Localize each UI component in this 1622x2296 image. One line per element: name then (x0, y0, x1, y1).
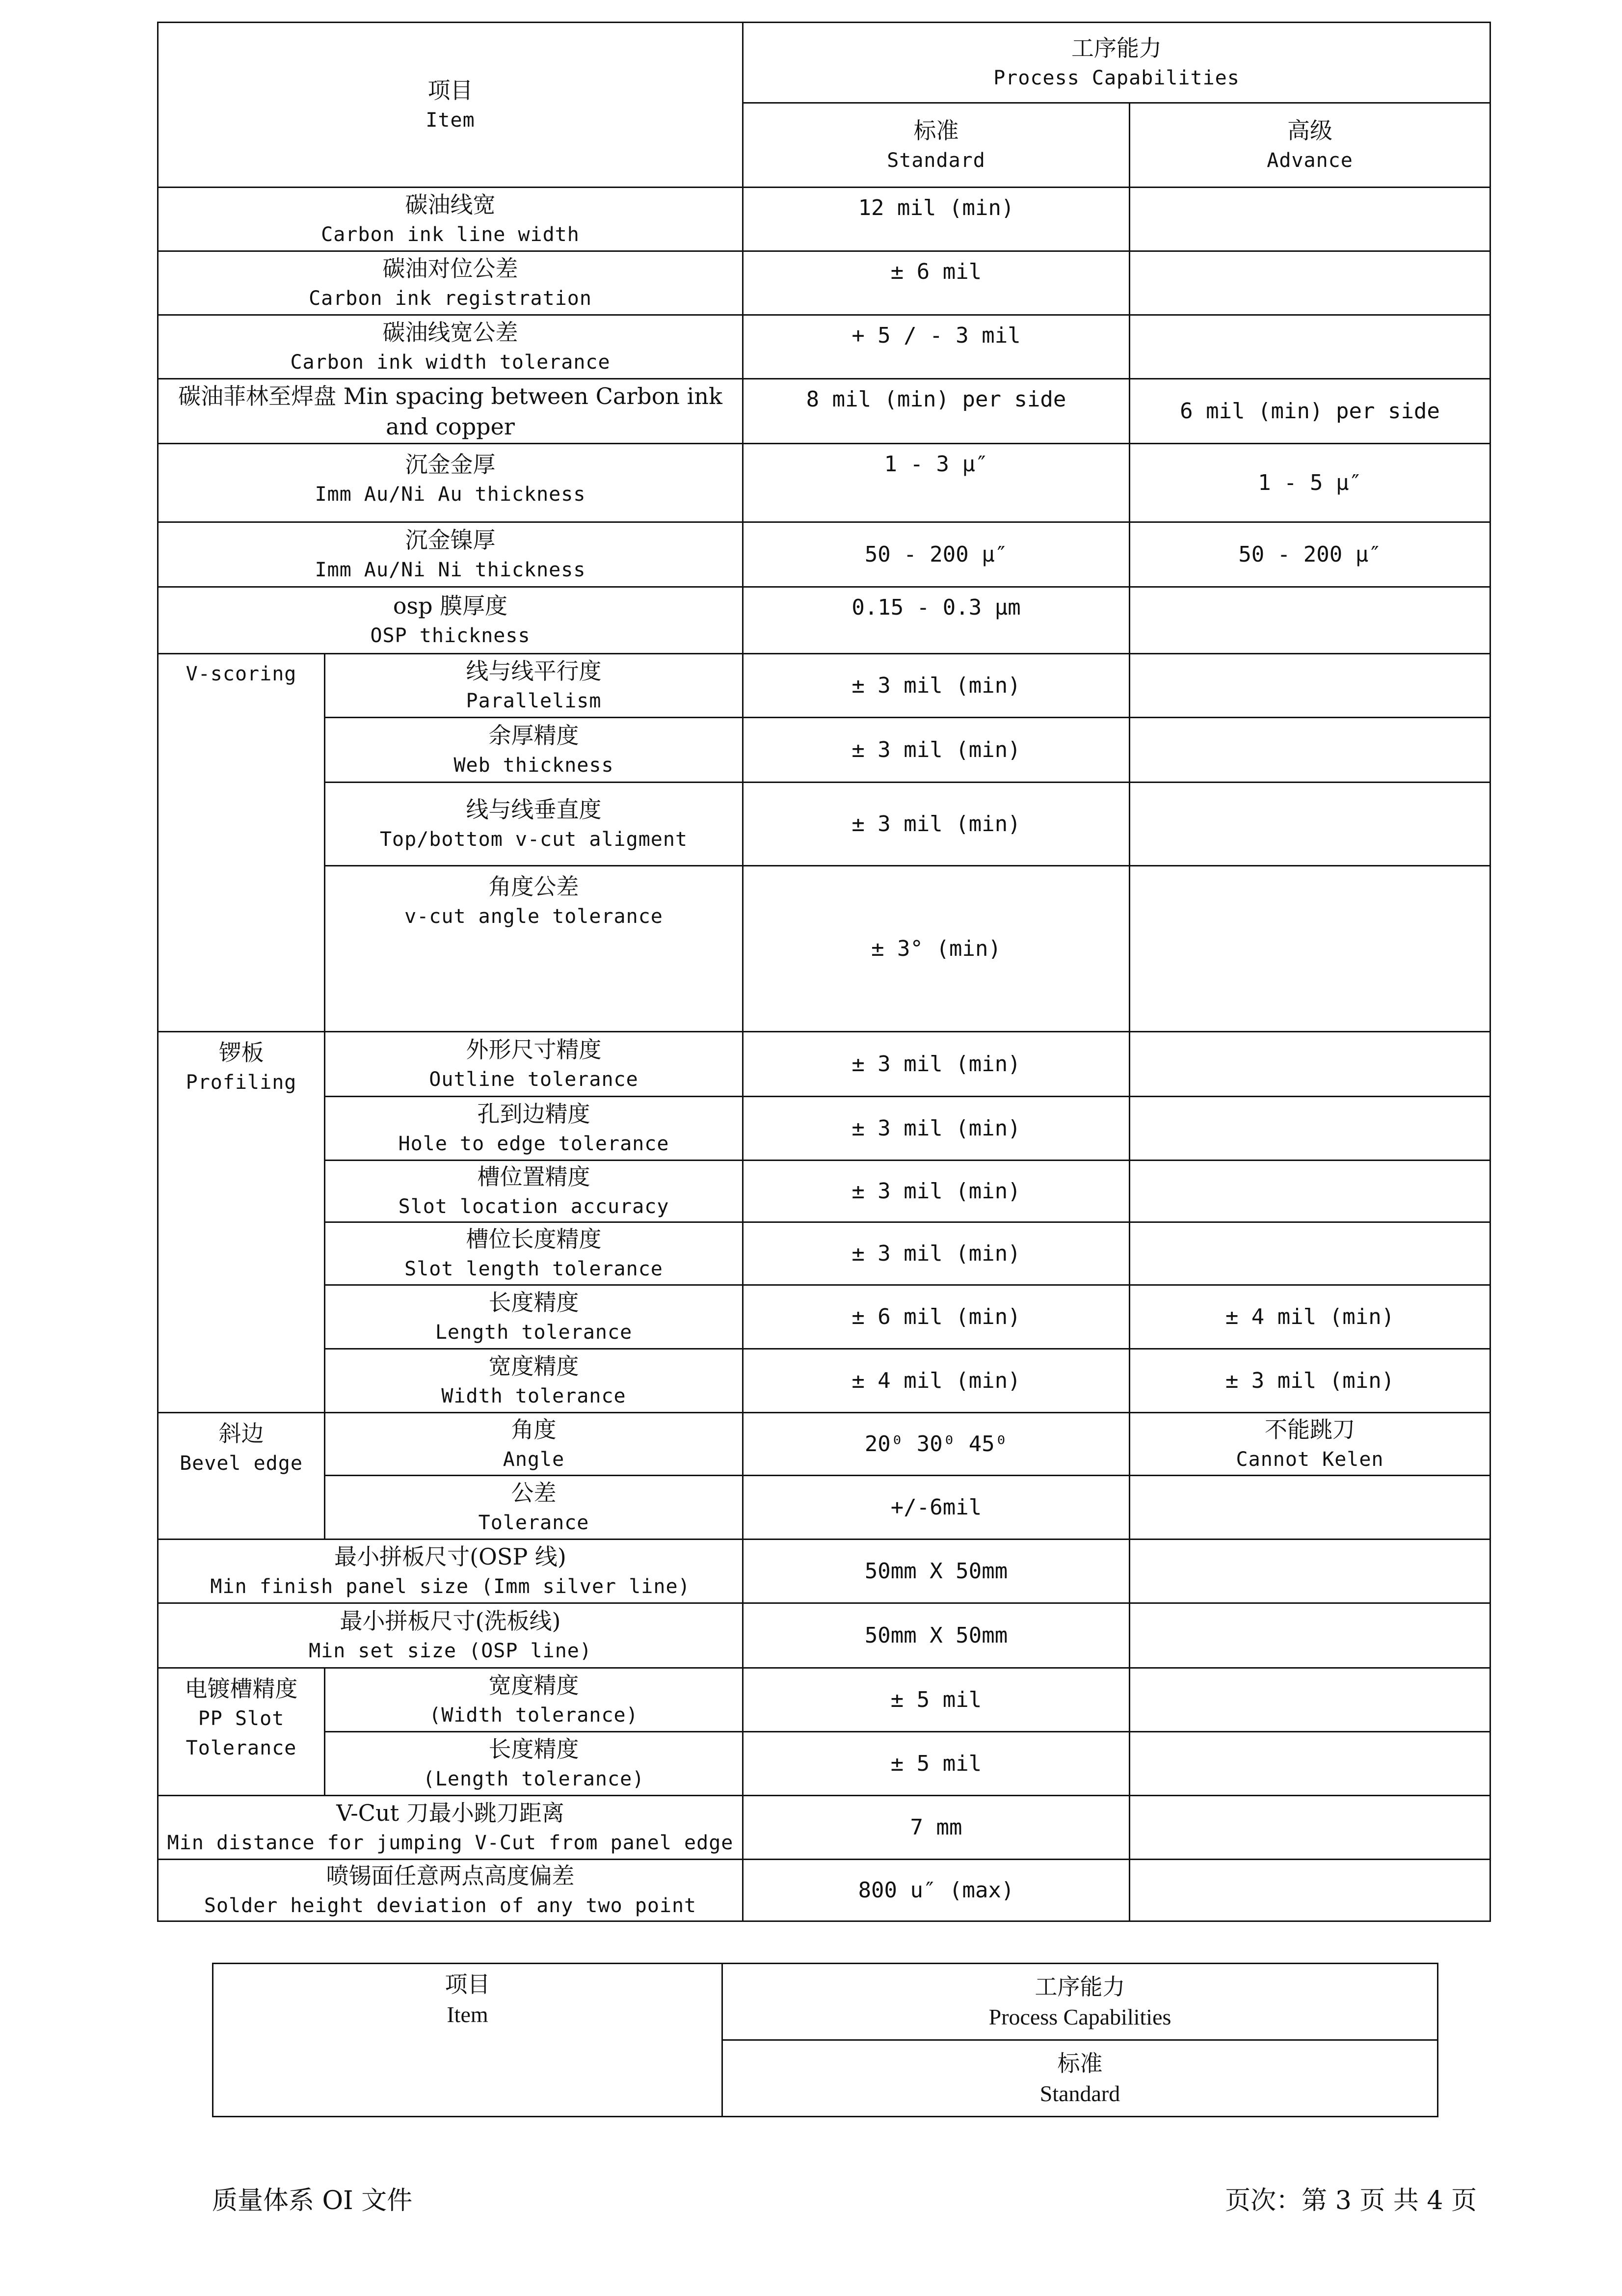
item-zh: V-Cut 刀最小跳刀距离 (336, 1799, 564, 1826)
group-label: V-scoring (186, 663, 297, 685)
advance-value (1130, 1540, 1490, 1603)
sub-item (325, 783, 743, 866)
group-label-en: Profiling (186, 1071, 297, 1094)
item-en: Hole to edge tolerance (398, 1132, 669, 1155)
row-item (158, 1540, 743, 1603)
advance-zh: 不能跳刀 (1265, 1416, 1356, 1443)
sub-item (325, 1032, 743, 1097)
advance-value (1130, 587, 1490, 654)
item-en: Slot location accuracy (398, 1195, 669, 1218)
row-item (158, 1860, 743, 1921)
item-zh: 线与线垂直度 (466, 796, 602, 823)
footer-document-type: 质量体系 OI 文件 (212, 2186, 413, 2215)
standard-value: 12 mil (min) (743, 188, 1130, 251)
item-en: (Width tolerance) (429, 1703, 638, 1727)
sub-item (325, 718, 743, 783)
sub-item (325, 1222, 743, 1285)
row-item (158, 315, 743, 379)
item-en: Carbon ink line width (321, 223, 580, 246)
advance-value: 50 - 200 μ″ (1130, 522, 1490, 587)
standard-value: ± 5 mil (743, 1732, 1130, 1796)
row-item (158, 251, 743, 315)
advance-value (1130, 315, 1490, 379)
standard-value: ± 3 mil (min) (743, 718, 1130, 783)
table-row (158, 1603, 1490, 1668)
item-en: Carbon ink registration (309, 287, 592, 310)
sub-item (325, 1285, 743, 1349)
standard-value: ± 3 mil (min) (743, 654, 1130, 718)
header-standard-en: Standard (887, 149, 985, 172)
standard-value: ± 4 mil (min) (743, 1349, 1130, 1413)
footer-page-number: 页次：第 3 页 共 4 页 (1225, 2186, 1477, 2215)
standard-value: ± 3 mil (min) (743, 1032, 1130, 1097)
group-label-zh: 斜边 (218, 1420, 264, 1447)
sub-item (325, 1097, 743, 1161)
cap-en: Process Capabilities (988, 2004, 1171, 2029)
item-en: Imm Au/Ni Ni thickness (315, 558, 586, 581)
item-en: Solder height deviation of any two point (204, 1894, 697, 1917)
sub-item (325, 1413, 743, 1476)
item-zh: 余厚精度 (488, 722, 579, 749)
sub-item (325, 866, 743, 1032)
advance-value (1130, 1732, 1490, 1796)
advance-value: ± 3 mil (min) (1130, 1349, 1490, 1413)
advance-value (1130, 251, 1490, 315)
item-en: Top/bottom v-cut aligment (379, 828, 688, 851)
table-row (158, 587, 1490, 654)
standard-value: 800 u″ (max) (743, 1860, 1130, 1921)
standard-value: ± 5 mil (743, 1668, 1130, 1732)
advance-value (1130, 1032, 1490, 1097)
header-standard (743, 103, 1130, 188)
standard-value: ± 3 mil (min) (743, 783, 1130, 866)
item-en: Min finish panel size (Imm silver line) (210, 1575, 691, 1598)
table-row (158, 444, 1490, 522)
advance-value (1130, 1161, 1490, 1222)
item-zh: 最小拼板尺寸(洗板线) (340, 1607, 561, 1634)
table-row (158, 251, 1490, 315)
header-capabilities-zh: 工序能力 (1071, 34, 1162, 61)
standard-value: ± 3 mil (min) (743, 1161, 1130, 1222)
table-row (158, 1032, 1490, 1097)
group-label-zh: 电镀槽精度 (185, 1675, 298, 1702)
item-en: Outline tolerance (429, 1068, 638, 1091)
item-en: Width tolerance (441, 1384, 626, 1407)
item-zh: 项目 (445, 1971, 490, 1998)
process-capability-table (157, 22, 1491, 1922)
table-row (158, 718, 1490, 783)
standard-value: ± 3 mil (min) (743, 1097, 1130, 1161)
header-standard-zh: 标准 (913, 117, 959, 144)
sub-item (325, 1349, 743, 1413)
table-row (158, 1349, 1490, 1413)
cap-zh: 工序能力 (1035, 1973, 1125, 2000)
advance-value (1130, 783, 1490, 866)
item-zh: 碳油线宽公差 (382, 319, 518, 346)
sub-item (325, 1732, 743, 1796)
item-zh: 宽度精度 (488, 1352, 579, 1379)
row-item (158, 587, 743, 654)
table-row (158, 1540, 1490, 1603)
advance-value (1130, 1476, 1490, 1540)
advance-value (1130, 1222, 1490, 1285)
table-row (158, 1860, 1490, 1921)
item-en: Carbon ink width tolerance (290, 351, 611, 374)
item-text: 碳油菲林至焊盘 Min spacing between Carbon ink and copper (178, 382, 722, 440)
row-item (158, 1796, 743, 1860)
item-zh: 碳油对位公差 (382, 255, 518, 282)
standard-value: 50mm X 50mm (743, 1603, 1130, 1668)
group-label-pp-slot (158, 1668, 325, 1796)
standard-value: 0.15 - 0.3 μm (743, 587, 1130, 654)
table-row (158, 315, 1490, 379)
item-zh: osp 膜厚度 (393, 592, 508, 619)
item-zh: 角度 (511, 1416, 557, 1443)
group-label-bevel (158, 1413, 325, 1540)
advance-value (1130, 718, 1490, 783)
header-advance-zh: 高级 (1287, 117, 1333, 144)
row-item (158, 1603, 743, 1668)
item-zh: 宽度精度 (488, 1672, 579, 1699)
table-row (158, 1732, 1490, 1796)
advance-value (1130, 654, 1490, 718)
header-item-en: Item (425, 108, 475, 132)
header-capabilities-en: Process Capabilities (993, 66, 1240, 89)
row-item (158, 379, 743, 444)
advance-en: Cannot Kelen (1236, 1448, 1384, 1471)
item-zh: 沉金镍厚 (405, 526, 496, 553)
advance-value (1130, 188, 1490, 251)
advance-value (1130, 1668, 1490, 1732)
second-header-table (212, 1963, 1438, 2117)
group-label-en: Bevel edge (180, 1452, 303, 1475)
group-label-en: PP Slot (198, 1707, 285, 1730)
item-en: Min distance for jumping V-Cut from panel edge (167, 1831, 734, 1854)
second-header-item (213, 1964, 722, 2117)
item-zh: 长度精度 (488, 1289, 579, 1316)
item-en: Length tolerance (435, 1321, 633, 1344)
table-row (158, 783, 1490, 866)
second-header-capabilities (722, 1964, 1438, 2040)
row-item (158, 188, 743, 251)
item-zh: 孔到边精度 (477, 1100, 590, 1127)
sub-item (325, 1668, 743, 1732)
item-zh: 外形尺寸精度 (466, 1036, 602, 1063)
item-en: Web thickness (453, 754, 614, 777)
standard-value: 7 mm (743, 1796, 1130, 1860)
item-zh: 碳油线宽 (405, 191, 496, 218)
group-label-en: Tolerance (186, 1737, 297, 1759)
advance-value (1130, 1860, 1490, 1921)
standard-value: 50 - 200 μ″ (743, 522, 1130, 587)
header-item (158, 23, 743, 188)
item-zh: 长度精度 (488, 1735, 579, 1762)
row-item (158, 522, 743, 587)
std-en: Standard (1039, 2080, 1120, 2106)
standard-value: + 5 / - 3 mil (743, 315, 1130, 379)
header-capabilities (743, 23, 1490, 103)
advance-value (1130, 1603, 1490, 1668)
item-en: Parallelism (466, 689, 602, 712)
item-zh: 公差 (511, 1479, 557, 1506)
advance-value: 1 - 5 μ″ (1130, 444, 1490, 522)
group-label-zh: 锣板 (218, 1039, 264, 1066)
table-row (158, 1413, 1490, 1476)
header-item-zh: 项目 (427, 77, 473, 104)
row-item (158, 444, 743, 522)
table-row (158, 1285, 1490, 1349)
header-advance (1130, 103, 1490, 188)
table-row (158, 522, 1490, 587)
item-zh: 喷锡面任意两点高度偏差 (326, 1862, 575, 1889)
advance-value: 6 mil (min) per side (1130, 379, 1490, 444)
item-en: Angle (503, 1448, 565, 1471)
second-header-standard (722, 2040, 1438, 2117)
item-zh: 最小拼板尺寸(OSP 线) (334, 1543, 566, 1570)
standard-value: 20⁰ 30⁰ 45⁰ (743, 1413, 1130, 1476)
item-en: Min set size (OSP line) (309, 1639, 592, 1662)
item-zh: 槽位长度精度 (466, 1225, 602, 1252)
table-row (158, 1476, 1490, 1540)
advance-value (1130, 866, 1490, 1032)
standard-value: ± 6 mil (743, 251, 1130, 315)
item-zh: 槽位置精度 (477, 1163, 590, 1190)
table-row (158, 1161, 1490, 1222)
standard-value: +/-6mil (743, 1476, 1130, 1540)
item-en: Item (447, 2002, 488, 2027)
table-row (158, 1222, 1490, 1285)
sub-item (325, 1161, 743, 1222)
sub-item (325, 654, 743, 718)
item-en: (Length tolerance) (423, 1767, 645, 1790)
item-zh: 线与线平行度 (466, 657, 602, 684)
advance-value (1130, 1413, 1490, 1476)
standard-value: 1 - 3 μ″ (743, 444, 1130, 522)
table-row (158, 654, 1490, 718)
std-zh: 标准 (1057, 2050, 1103, 2077)
item-en: v-cut angle tolerance (404, 905, 663, 928)
standard-value: ± 3° (min) (743, 866, 1130, 1032)
sub-item (325, 1476, 743, 1540)
table-row (158, 1097, 1490, 1161)
advance-value: ± 4 mil (min) (1130, 1285, 1490, 1349)
item-zh: 沉金金厚 (405, 451, 496, 478)
advance-value (1130, 1796, 1490, 1860)
header-advance-en: Advance (1267, 149, 1353, 172)
table-row (158, 1668, 1490, 1732)
standard-value: 8 mil (min) per side (743, 379, 1130, 444)
standard-value: ± 6 mil (min) (743, 1285, 1130, 1349)
item-en: OSP thickness (370, 624, 531, 647)
standard-value: 50mm X 50mm (743, 1540, 1130, 1603)
table-row (158, 1796, 1490, 1860)
table-row (158, 866, 1490, 1032)
group-label-profiling (158, 1032, 325, 1413)
standard-value: ± 3 mil (min) (743, 1222, 1130, 1285)
item-en: Imm Au/Ni Au thickness (315, 483, 586, 506)
group-label-vscoring (158, 654, 325, 1032)
table-row (158, 188, 1490, 251)
item-zh: 角度公差 (488, 873, 579, 900)
advance-value (1130, 1097, 1490, 1161)
item-en: Slot length tolerance (404, 1257, 663, 1280)
table-row (158, 379, 1490, 444)
item-en: Tolerance (478, 1511, 589, 1534)
